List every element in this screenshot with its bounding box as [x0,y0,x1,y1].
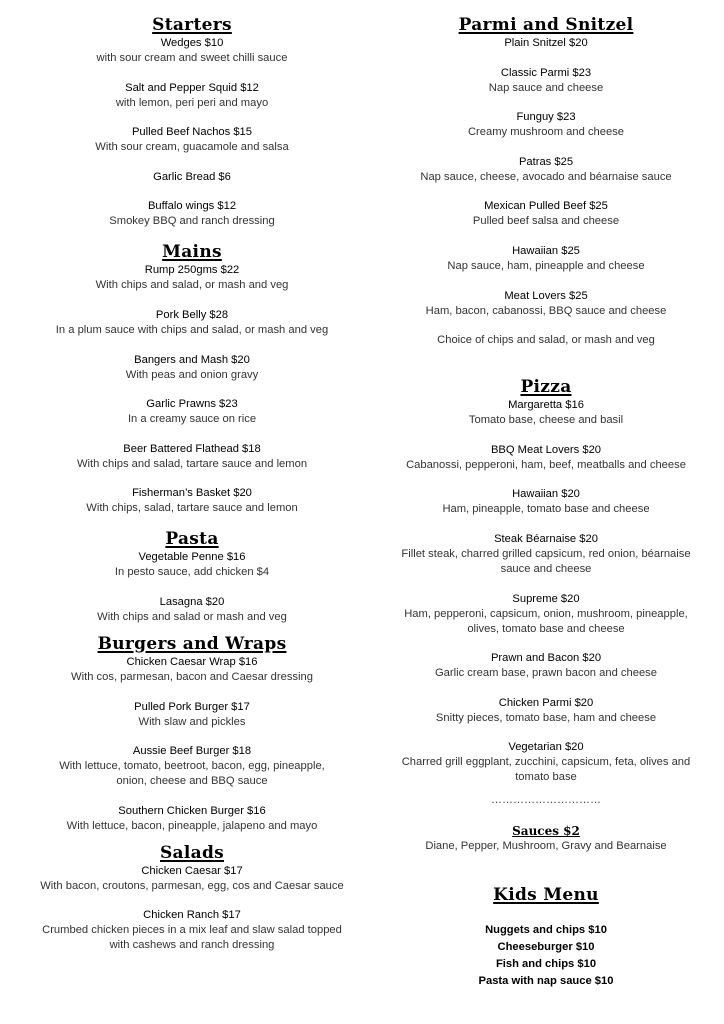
menu-item [0,550,384,580]
item-description: Pulled beef salsa and cheese [472,215,620,228]
menu-item [0,442,384,472]
starters-section [0,14,384,229]
section-heading: Parmi and Snitzel [458,15,634,35]
item-name: Funguy $23 [516,111,576,124]
menu-item [0,864,384,894]
item-name: Beer Battered Flathead $18 [123,442,261,455]
item-name: Hawaiian $20 [512,488,580,501]
item-name: Prawn and Bacon $20 [490,652,602,665]
item-name: Aussie Beef Burger $18 [132,745,252,758]
item-name: Bangers and Mash $20 [134,353,250,366]
item-description: With sour cream, guacamole and salsa [95,141,289,154]
item-description: Garlic cream base, prawn bacon and cheese [434,667,657,680]
item-description: In a creamy sauce on rice [127,413,257,426]
menu-item [0,655,384,685]
dotted-divider: ………………………… [491,794,601,807]
item-name: Vegetarian $20 [508,741,584,754]
item-name: Chicken Parmi $20 [498,696,594,709]
item-description: With chips and salad, or mash and veg [95,279,289,292]
item-name: Pulled Pork Burger $17 [134,700,250,713]
item-description: With bacon, croutons, parmesan, egg, cos and Caesar sauce [40,879,344,892]
item-name: Vegetable Penne $16 [138,551,246,564]
section-heading: Pizza [520,377,572,398]
menu-item [376,36,716,51]
item-name: Steak Béarnaise $20 [494,532,598,545]
pizza-section [376,376,716,785]
menu-item [0,486,384,516]
item-description: with lemon, peri peri and mayo [115,96,269,109]
item-description: Snitty pieces, tomato base, ham and cheese [435,711,657,724]
item-description: Nap sauce, ham, pineapple and cheese [447,259,645,272]
menu-item [376,592,716,637]
item-name: Meat Lovers $25 [504,289,588,302]
item-description: Nap sauce, cheese, avocado and béarnaise sauce [420,170,672,183]
salads-section [0,842,384,954]
item-description: With chips and salad, tartare sauce and lemon [76,457,308,470]
menu-item [376,199,716,229]
menu-item [376,244,716,274]
item-name: Lasagna $20 [159,595,225,608]
menu-item [0,744,384,789]
menu-item [376,651,716,681]
item-description: Ham, pepperoni, capsicum, onion, mushroom, pineapple, olives, tomato base and cheese [404,607,688,635]
menu-item [0,700,384,730]
menu-item [376,289,716,319]
right-column [376,14,716,990]
item-name: Patras $25 [518,155,574,168]
parmi-section [376,14,716,348]
item-description: With slaw and pickles [138,715,246,728]
kids-item: Pasta with nap sauce $10 [478,975,614,988]
item-description: Smokey BBQ and ranch dressing [109,215,275,228]
menu-item [376,487,716,517]
item-name: Fisherman’s Basket $20 [132,487,252,500]
item-name: Southern Chicken Burger $16 [118,804,266,817]
item-name: Hawaiian $25 [512,244,580,257]
item-name: Pulled Beef Nachos $15 [131,126,253,139]
item-name: Plain Snitzel $20 [504,37,588,49]
burgers-section [0,633,384,834]
menu-item [0,595,384,625]
item-name: BBQ Meat Lovers $20 [490,443,602,456]
menu-item [376,532,716,577]
kids-item: Nuggets and chips $10 [485,924,607,937]
section-heading: Kids Menu [493,885,599,906]
item-name: Garlic Bread $6 [153,170,231,183]
item-name: Rump 250gms $22 [144,264,240,277]
item-description: Ham, bacon, cabanossi, BBQ sauce and cheese [425,304,667,317]
item-name: Mexican Pulled Beef $25 [484,200,608,213]
section-heading: Burgers and Wraps [97,633,287,654]
item-description: Crumbed chicken pieces in a mix leaf and slaw salad topped with cashews and ranch dressing [42,924,342,952]
item-name: Pork Belly $28 [155,308,229,321]
item-description: Creamy mushroom and cheese [467,126,625,139]
menu-item [0,353,384,383]
item-description: Nap sauce and cheese [488,81,604,94]
item-name: Garlic Prawns $23 [146,398,238,411]
sauces-section [376,824,716,854]
item-description: With lettuce, bacon, pineapple, jalapeno and mayo [66,819,318,832]
menu-item [0,36,384,66]
item-description: Cabanossi, pepperoni, ham, beef, meatballs and cheese [406,458,686,471]
item-name: Supreme $20 [512,592,580,605]
kids-item: Cheeseburger $10 [497,941,595,954]
item-name: Chicken Caesar Wrap $16 [126,655,258,668]
kids-item: Fish and chips $10 [495,958,597,971]
section-heading: Salads [159,842,225,863]
left-column [0,14,384,968]
sauces-heading: Sauces $2 [512,824,580,839]
item-description: With chips and salad or mash and veg [97,610,287,623]
menu-item [0,308,384,338]
menu-item [0,125,384,155]
menu-item [376,398,716,428]
menu-item [376,443,716,473]
item-description: With cos, parmesan, bacon and Caesar dressing [71,670,313,683]
item-description: With peas and onion gravy [125,368,259,381]
mains-section [0,241,384,516]
section-heading: Pasta [165,529,219,550]
menu-item [0,263,384,293]
menu-item [376,66,716,96]
item-description: with sour cream and sweet chilli sauce [96,52,288,64]
item-description: In pesto sauce, add chicken $4 [114,566,270,579]
sides-note: Choice of chips and salad, or mash and veg [437,334,655,347]
pasta-section [0,528,384,625]
section-heading: Mains [162,242,222,263]
menu-item [0,199,384,229]
item-description: Tomato base, cheese and basil [468,414,624,427]
menu-item [0,804,384,834]
item-name: Margaretta $16 [508,399,584,412]
item-description: Fillet steak, charred grilled capsicum, red onion, béarnaise sauce and cheese [401,547,691,575]
item-name: Classic Parmi $23 [500,66,592,79]
menu-item [376,110,716,140]
menu-item [0,170,384,185]
item-name: Wedges $10 [160,37,224,49]
item-description: Ham, pineapple, tomato base and cheese [442,503,650,516]
menu-item [376,740,716,785]
kids-section [376,884,716,990]
item-name: Buffalo wings $12 [147,200,237,213]
item-name: Chicken Ranch $17 [143,909,241,922]
menu-item [376,155,716,185]
item-description: In a plum sauce with chips and salad, or mash and veg [55,323,329,336]
section-heading: Starters [152,15,232,35]
item-name: Salt and Pepper Squid $12 [125,81,259,94]
item-name: Chicken Caesar $17 [141,864,243,877]
item-description: With lettuce, tomato, beetroot, bacon, egg, pineapple, onion, cheese and BBQ sauce [59,760,325,788]
sauces-description: Diane, Pepper, Mushroom, Gravy and Bearnaise [425,840,667,853]
menu-item [376,696,716,726]
menu-item [0,397,384,427]
menu-item [0,81,384,111]
item-description: With chips, salad, tartare sauce and lemon [86,502,298,515]
item-description: Charred grill eggplant, zucchini, capsicum, feta, olives and tomato base [401,756,691,784]
menu-item [0,908,384,953]
